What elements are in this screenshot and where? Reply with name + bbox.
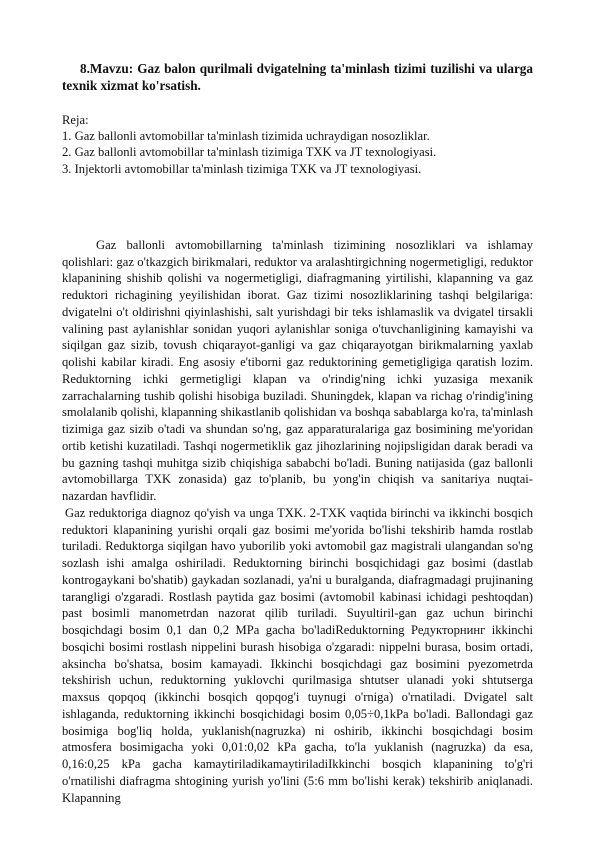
plan-item: 1. Gaz ballonli avtomobillar ta'minlash tizimida uchraydigan nosozliklar. <box>62 129 430 144</box>
plan-item: 2. Gaz ballonli avtomobillar ta'minlash tizimiga TXK va JT texnologiyasi. <box>62 145 437 160</box>
plan-heading: Reja: <box>62 113 89 127</box>
document-page <box>62 60 533 806</box>
plan-item: 3. Injektorli avtomobillar ta'minlash tizimiga TXK va JT texnologiyasi. <box>62 161 422 176</box>
paragraph: Gaz ballonli avtomobillarning ta'minlash tizimining nosozliklari va ishlamay qolishlari: gaz o'tkazgich birikmalari, reduktor va aralashtirgichning nogermetigligi, reduktor klapanining shishib qolishi va nogermetigligi, diafragmaning yirtilishi, klapanning va gaz reduktori richagining yeyilishidan iborat. Gaz tizimi nosozliklarining tashqi belgilariga: dvigatelni o't oldirishni qiyinlashishi, salt yurishdagi bir teks ishlamaslik va dvigatel tirsakli valining past aylanishlar sonidan yuqori aylanishlar soniga o'tuvchanligining kamayishi va siqilgan gaz sizib, tovush chiqarayot-ganligi va gaz chiqarayotgan birikmalarning yaxlab qolishi kabilar kiradi. Eng asosiy e'tiborni gaz reduktorining gemetigligiga qaratish lozim. Reduktorning ichki germetigligi klapan va o'rindig'ning ichki yuzasiga mexanik zarrachalarning tushib qolishi hisobiga buziladi. Shuningdek, klapan va richag o'rindig'ining smolalanib qolishi, klapanning shikastlanib qolishidan va boshqa sabablarga ko'ra, ta'minlash tizimiga gaz sizib o'tadi va shundan so'ng, gaz apparaturalariga gaz bosimining me'yoridan ortib ketishi kuzatiladi. Tashqi nogermetiklik gaz jihozlarining nojipsligidan darak beradi va bu gazning tashqi muhitga sizib chiqishiga sababchi bo'ladi. Buning natijasida (gaz ballonli avtomobillarga TXK zonasida) gaz to'planib, bu yong'in chiqish va sanitariya nuqtai-nazardan havflidir. <box>62 237 533 504</box>
plan-section <box>62 112 533 177</box>
body-text <box>62 237 533 807</box>
paragraph: Gaz reduktoriga diagnoz qo'yish va unga TXK. 2-TXK vaqtida birinchi va ikkinchi bosqich reduktori klapanining yurishi orqali gaz bosimi me'yorida bo'lishi tekshirib hamda rostlab turiladi. Reduktorga siqilgan havo yuborilib yoki avtomobil gaz magistrali ulangandan so'ng sozlash ishi amalga oshiriladi. Reduktorning birinchi bosqichidagi gaz bosimi (dastlab kontrogaykani bo'shatib) gaykadan sozlanadi, ya'ni u buralganda, diafragmadagi prujinaning tarangligi o'zgaradi. Rostlash paytida gaz bosimi (avtomobil kabinasi ichidagi peshtoqdan) past bosimli manometrdan nazorat qilib turiladi. Suyultiril-gan gaz uchun birinchi bosqichdagi bosim 0,1 dan 0,2 MPa gacha bo'ladiReduktorning Редукторнинг ikkinchi bosqichi bosimi rostlash nippelini burash hisobiga o'zgaradi: nippelni burasa, bosim ortadi, aksincha bo'shatsa, bosim kamayadi. Ikkinchi bosqichdagi gaz bosimini pyezometrda tekshirish uchun, reduktorning yuklovchi qurilmasiga shtutser ulanadi yoki shtutserga maxsus qopqoq (ikkinchi bosqich qopqog'i tuynugi o'rniga) o'rnatiladi. Dvigatel salt ishlaganda, reduktorning ikkinchi bosqichidagi bosim 0,05÷0,1kPa bo'ladi. Ballondagi gaz bosimiga bog'liq holda, yuklanish(nagruzka) ni oshirib, ikkinchi bosqichdagi bosim atmosfera bosimigacha yoki 0,01:0,02 kPa gacha, to'la yuklanish (nagruzka) da esa, 0,16:0,25 kPa gacha kamaytiriladikamaytiriladiIkkinchi bosqich klapanining to'g'ri o'rnatilishi diafragma shtogining yurish yo'lini (5:6 mm bo'lishi kerak) tekshirib aniqlanadi. Klapanning <box>62 505 533 805</box>
page-title: 8.Mavzu: Gaz balon qurilmali dvigatelning ta'minlash tizimi tuzilishi va ularga texnik xizmat ko'rsatish. <box>62 61 533 93</box>
